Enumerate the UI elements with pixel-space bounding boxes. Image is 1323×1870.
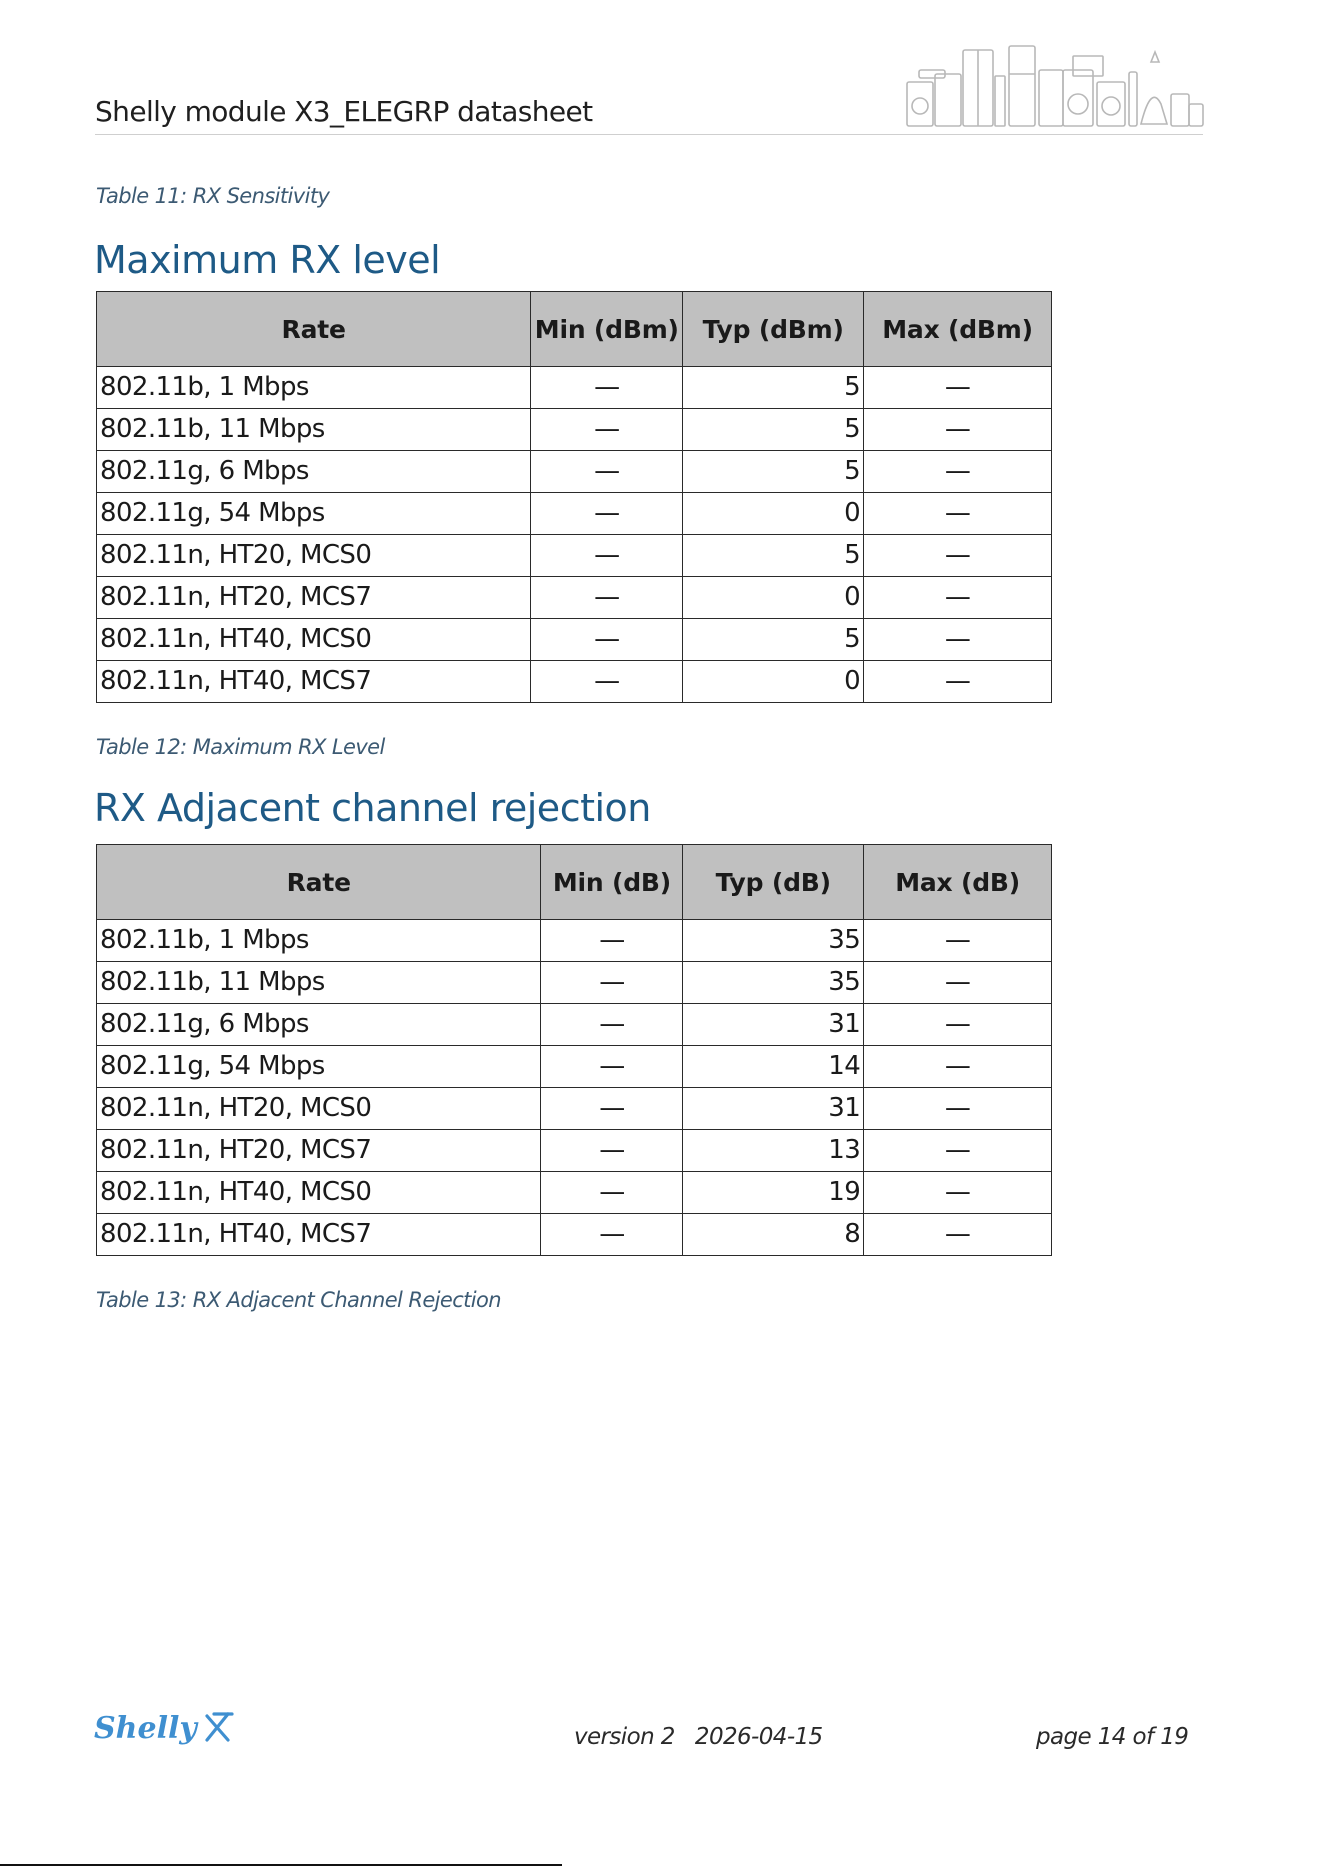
typ-cell: 5 xyxy=(683,535,864,577)
shelly-logo-text: Shelly xyxy=(94,1711,197,1746)
column-header: Min (dB) xyxy=(541,845,683,920)
table-row xyxy=(97,577,1052,619)
rate-cell: 802.11n, HT20, MCS7 xyxy=(97,1130,541,1172)
rate-cell: 802.11g, 54 Mbps xyxy=(97,493,531,535)
table-row xyxy=(97,962,1052,1004)
rate-cell: 802.11b, 1 Mbps xyxy=(97,367,531,409)
typ-cell: 31 xyxy=(683,1004,864,1046)
typ-cell: 0 xyxy=(683,661,864,703)
document-title: Shelly module X3_ELEGRP datasheet xyxy=(95,95,593,128)
section-heading-rx-adjacent-channel-rejection: RX Adjacent channel rejection xyxy=(94,786,651,830)
max-cell: — xyxy=(864,920,1052,962)
max-cell: — xyxy=(864,1004,1052,1046)
min-cell: — xyxy=(531,409,683,451)
header-divider xyxy=(95,134,1203,135)
column-header: Max (dB) xyxy=(864,845,1052,920)
typ-cell: 5 xyxy=(683,451,864,493)
min-cell: — xyxy=(531,451,683,493)
appliances-illustration-icon xyxy=(905,44,1205,128)
min-cell: — xyxy=(531,367,683,409)
rate-cell: 802.11n, HT20, MCS0 xyxy=(97,1088,541,1130)
max-cell: — xyxy=(864,1088,1052,1130)
max-cell: — xyxy=(864,409,1052,451)
rx-adjacent-channel-rejection-table xyxy=(96,844,1052,1256)
max-cell: — xyxy=(864,619,1052,661)
min-cell: — xyxy=(541,962,683,1004)
column-header: Typ (dB) xyxy=(683,845,864,920)
min-cell: — xyxy=(541,1130,683,1172)
footer-page-number: page 14 of 19 xyxy=(1036,1724,1189,1750)
typ-cell: 14 xyxy=(683,1046,864,1088)
rate-cell: 802.11n, HT40, MCS0 xyxy=(97,1172,541,1214)
table-header-row xyxy=(97,845,1052,920)
table-11-caption: Table 11: RX Sensitivity xyxy=(96,184,330,208)
table-row xyxy=(97,1004,1052,1046)
rate-cell: 802.11g, 6 Mbps xyxy=(97,451,531,493)
typ-cell: 13 xyxy=(683,1130,864,1172)
table-row xyxy=(97,1088,1052,1130)
table-row xyxy=(97,367,1052,409)
rate-cell: 802.11b, 1 Mbps xyxy=(97,920,541,962)
min-cell: — xyxy=(541,1004,683,1046)
section-heading-max-rx-level: Maximum RX level xyxy=(94,238,441,282)
table-12-caption: Table 12: Maximum RX Level xyxy=(96,735,385,759)
page-bottom-edge xyxy=(0,1864,562,1866)
table-row xyxy=(97,535,1052,577)
min-cell: — xyxy=(531,661,683,703)
footer-version-date: version 2 2026-04-15 xyxy=(574,1724,823,1750)
min-cell: — xyxy=(541,1172,683,1214)
table-row xyxy=(97,451,1052,493)
table-row xyxy=(97,1130,1052,1172)
table-row xyxy=(97,661,1052,703)
column-header: Rate xyxy=(97,845,541,920)
min-cell: — xyxy=(531,619,683,661)
rate-cell: 802.11n, HT20, MCS7 xyxy=(97,577,531,619)
typ-cell: 0 xyxy=(683,577,864,619)
typ-cell: 19 xyxy=(683,1172,864,1214)
rate-cell: 802.11g, 54 Mbps xyxy=(97,1046,541,1088)
max-cell: — xyxy=(864,451,1052,493)
max-rx-level-table xyxy=(96,291,1052,703)
rate-cell: 802.11n, HT20, MCS0 xyxy=(97,535,531,577)
min-cell: — xyxy=(531,577,683,619)
max-cell: — xyxy=(864,493,1052,535)
max-cell: — xyxy=(864,367,1052,409)
max-cell: — xyxy=(864,1172,1052,1214)
column-header: Min (dBm) xyxy=(531,292,683,367)
typ-cell: 5 xyxy=(683,619,864,661)
min-cell: — xyxy=(541,1088,683,1130)
table-row xyxy=(97,619,1052,661)
min-cell: — xyxy=(531,535,683,577)
rate-cell: 802.11g, 6 Mbps xyxy=(97,1004,541,1046)
rate-cell: 802.11n, HT40, MCS0 xyxy=(97,619,531,661)
min-cell: — xyxy=(531,493,683,535)
table-row xyxy=(97,493,1052,535)
table-13-caption: Table 13: RX Adjacent Channel Rejection xyxy=(96,1288,501,1312)
max-cell: — xyxy=(864,535,1052,577)
rate-cell: 802.11b, 11 Mbps xyxy=(97,962,541,1004)
column-header: Max (dBm) xyxy=(864,292,1052,367)
typ-cell: 31 xyxy=(683,1088,864,1130)
max-cell: — xyxy=(864,1214,1052,1256)
max-cell: — xyxy=(864,577,1052,619)
rate-cell: 802.11n, HT40, MCS7 xyxy=(97,1214,541,1256)
table-row xyxy=(97,920,1052,962)
min-cell: — xyxy=(541,920,683,962)
typ-cell: 5 xyxy=(683,409,864,451)
shelly-logo xyxy=(94,1706,234,1746)
typ-cell: 0 xyxy=(683,493,864,535)
table-row xyxy=(97,1046,1052,1088)
shelly-x-mark-icon xyxy=(207,1714,232,1740)
min-cell: — xyxy=(541,1046,683,1088)
column-header: Rate xyxy=(97,292,531,367)
typ-cell: 8 xyxy=(683,1214,864,1256)
typ-cell: 35 xyxy=(683,920,864,962)
column-header: Typ (dBm) xyxy=(683,292,864,367)
max-cell: — xyxy=(864,1046,1052,1088)
rate-cell: 802.11b, 11 Mbps xyxy=(97,409,531,451)
table-header-row xyxy=(97,292,1052,367)
max-cell: — xyxy=(864,1130,1052,1172)
typ-cell: 5 xyxy=(683,367,864,409)
max-cell: — xyxy=(864,962,1052,1004)
table-row xyxy=(97,1172,1052,1214)
table-row xyxy=(97,409,1052,451)
max-cell: — xyxy=(864,661,1052,703)
min-cell: — xyxy=(541,1214,683,1256)
table-row xyxy=(97,1214,1052,1256)
typ-cell: 35 xyxy=(683,962,864,1004)
rate-cell: 802.11n, HT40, MCS7 xyxy=(97,661,531,703)
